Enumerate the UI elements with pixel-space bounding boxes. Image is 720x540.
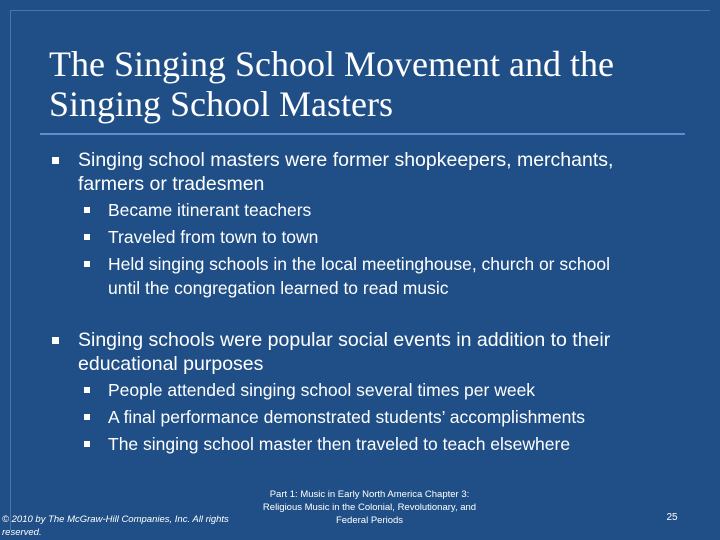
bullet-2-sub-2 xyxy=(82,405,682,429)
bullet-2-sub-1 xyxy=(82,378,682,402)
sub-bullet-text: Became itinerant teachers xyxy=(108,200,312,220)
square-bullet-icon xyxy=(84,261,90,267)
sub-bullet-text: People attended singing school several times per week xyxy=(108,380,536,400)
sub-bullet-text: A final performance demonstrated students’ accomplishments xyxy=(108,407,585,427)
square-bullet-icon xyxy=(84,207,90,213)
bullet-2-text: Singing schools were popular social events in addition to their educational purposes xyxy=(78,329,611,375)
bullet-1-sub-2 xyxy=(82,225,642,249)
bullet-1-text: Singing school masters were former shopkeepers, merchants, farmers or tradesmen xyxy=(78,149,614,195)
square-bullet-icon xyxy=(84,387,90,393)
sub-bullet-text: Traveled from town to town xyxy=(108,227,319,247)
title-divider xyxy=(40,133,685,135)
page-number: 25 xyxy=(666,512,678,523)
bullet-1-sub-3 xyxy=(82,252,642,300)
bullet-1-sub-1 xyxy=(82,198,642,222)
bullet-2-sub-3 xyxy=(82,432,682,456)
chapter-reference: Part 1: Music in Early North America Chapter 3: Religious Music in the Colonial, Revolutionary, and Federal Periods xyxy=(262,489,477,526)
sub-bullet-text: The singing school master then traveled to teach elsewhere xyxy=(108,434,571,454)
slide-title: The Singing School Movement and the Singing School Masters xyxy=(49,44,614,124)
square-bullet-icon xyxy=(52,157,59,164)
square-bullet-icon xyxy=(84,441,90,447)
bullet-2 xyxy=(50,328,690,376)
copyright-notice: © 2010 by The McGraw-Hill Companies, Inc. All rights reserved. xyxy=(2,514,229,538)
square-bullet-icon xyxy=(52,337,59,344)
sub-bullet-text: Held singing schools in the local meetinghouse, church or school until the congregation learned to read music xyxy=(108,254,610,298)
bullet-1 xyxy=(50,148,650,196)
square-bullet-icon xyxy=(84,414,90,420)
square-bullet-icon xyxy=(84,234,90,240)
